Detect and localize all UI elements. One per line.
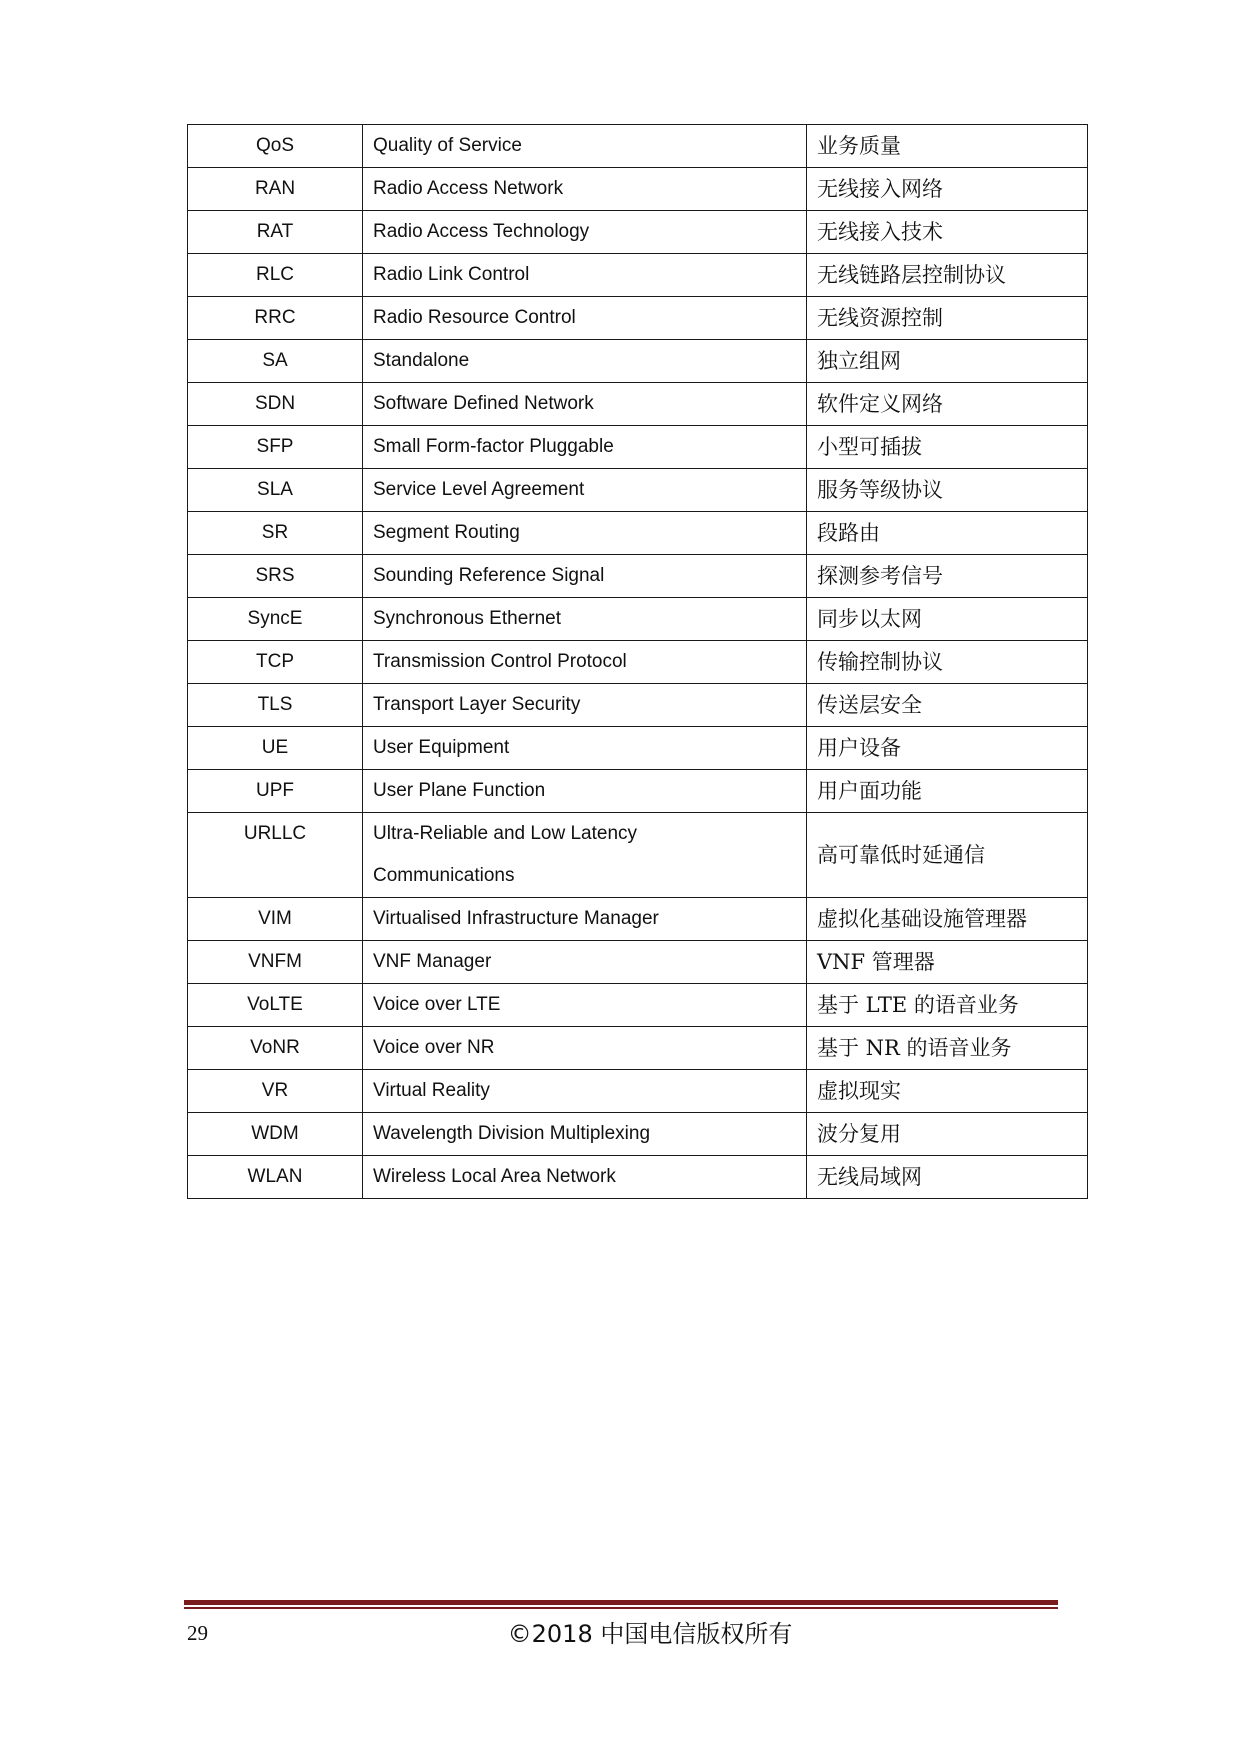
table-row (188, 1070, 1088, 1113)
abbreviation-cell: VR (188, 1070, 363, 1113)
abbreviation-cell: QoS (188, 125, 363, 168)
english-term-cell: Wireless Local Area Network (363, 1156, 807, 1199)
english-term-cell: Transport Layer Security (363, 684, 807, 727)
table-row (188, 125, 1088, 168)
english-term-cell: Radio Access Network (363, 168, 807, 211)
glossary-table (187, 124, 1088, 1199)
table-row (188, 383, 1088, 426)
chinese-term-cell: 同步以太网 (807, 598, 1088, 641)
abbreviation-cell: SRS (188, 555, 363, 598)
table-row (188, 1027, 1088, 1070)
english-term-cell: Voice over NR (363, 1027, 807, 1070)
english-term-cell: Wavelength Division Multiplexing (363, 1113, 807, 1156)
abbreviation-cell: RLC (188, 254, 363, 297)
english-term-cell: Synchronous Ethernet (363, 598, 807, 641)
chinese-term-cell: 传输控制协议 (807, 641, 1088, 684)
copyright-notice: ©2018 中国电信版权所有 (507, 1620, 793, 1648)
chinese-term-cell: 软件定义网络 (807, 383, 1088, 426)
abbreviation-cell: TCP (188, 641, 363, 684)
table-row (188, 898, 1088, 941)
chinese-term-cell: 无线局域网 (807, 1156, 1088, 1199)
abbreviation-cell: SLA (188, 469, 363, 512)
chinese-term-cell: 无线接入技术 (807, 211, 1088, 254)
table-row (188, 1156, 1088, 1199)
table-row (188, 297, 1088, 340)
english-term-cell: Radio Link Control (363, 254, 807, 297)
abbreviation-cell: RRC (188, 297, 363, 340)
english-term-cell: Software Defined Network (363, 383, 807, 426)
english-term-line: Ultra-Reliable and Low Latency (373, 823, 638, 844)
chinese-term-cell: 业务质量 (807, 125, 1088, 168)
footer-divider (184, 1600, 1058, 1609)
footer-divider-thick (184, 1600, 1058, 1605)
chinese-term-cell: 独立组网 (807, 340, 1088, 383)
table-row (188, 598, 1088, 641)
chinese-term-cell: 小型可插拔 (807, 426, 1088, 469)
chinese-term-cell: 服务等级协议 (807, 469, 1088, 512)
table-row (188, 984, 1088, 1027)
table-row (188, 426, 1088, 469)
abbreviation-cell: URLLC (188, 813, 363, 898)
table-row (188, 555, 1088, 598)
chinese-term-cell: 探测参考信号 (807, 555, 1088, 598)
table-row (188, 512, 1088, 555)
english-term-cell: Transmission Control Protocol (363, 641, 807, 684)
abbreviation-cell: RAT (188, 211, 363, 254)
abbreviation-cell: SR (188, 512, 363, 555)
footer-divider-thin (184, 1607, 1058, 1609)
english-term-cell: Virtualised Infrastructure Manager (363, 898, 807, 941)
chinese-term-cell: 波分复用 (807, 1113, 1088, 1156)
english-term-cell (363, 813, 807, 898)
table-row (188, 641, 1088, 684)
abbreviation-cell: VoLTE (188, 984, 363, 1027)
abbreviation-cell: VoNR (188, 1027, 363, 1070)
chinese-term-cell: 虚拟化基础设施管理器 (807, 898, 1088, 941)
chinese-term-cell: 虚拟现实 (807, 1070, 1088, 1113)
english-term-cell: Radio Resource Control (363, 297, 807, 340)
abbreviation-cell: WLAN (188, 1156, 363, 1199)
table-row (188, 340, 1088, 383)
abbreviation-cell: VNFM (188, 941, 363, 984)
table-row (188, 727, 1088, 770)
abbreviation-cell: UPF (188, 770, 363, 813)
abbreviation-cell: VIM (188, 898, 363, 941)
table-row (188, 469, 1088, 512)
english-term-cell: Segment Routing (363, 512, 807, 555)
english-term-cell: Service Level Agreement (363, 469, 807, 512)
table-row (188, 813, 1088, 898)
chinese-term-cell: 传送层安全 (807, 684, 1088, 727)
english-term-cell: Radio Access Technology (363, 211, 807, 254)
page-number: 29 (187, 1621, 208, 1645)
abbreviation-cell: RAN (188, 168, 363, 211)
english-term-cell: Standalone (363, 340, 807, 383)
abbreviation-cell: SA (188, 340, 363, 383)
chinese-term-cell: 基于 NR 的语音业务 (807, 1027, 1088, 1070)
abbreviation-cell: WDM (188, 1113, 363, 1156)
chinese-term-cell: 无线接入网络 (807, 168, 1088, 211)
abbreviation-cell: UE (188, 727, 363, 770)
chinese-term-cell: 无线资源控制 (807, 297, 1088, 340)
table-row (188, 770, 1088, 813)
english-term-cell: VNF Manager (363, 941, 807, 984)
table-row (188, 941, 1088, 984)
table-row (188, 684, 1088, 727)
table-row (188, 211, 1088, 254)
chinese-term-cell: 段路由 (807, 512, 1088, 555)
chinese-term-cell: 无线链路层控制协议 (807, 254, 1088, 297)
chinese-term-cell: 基于 LTE 的语音业务 (807, 984, 1088, 1027)
english-term-cell: User Plane Function (363, 770, 807, 813)
english-term-cell: Small Form-factor Pluggable (363, 426, 807, 469)
english-term-cell: Quality of Service (363, 125, 807, 168)
table-row (188, 254, 1088, 297)
table-row (188, 1113, 1088, 1156)
chinese-term-cell: 用户设备 (807, 727, 1088, 770)
abbreviation-cell: TLS (188, 684, 363, 727)
english-term-cell: User Equipment (363, 727, 807, 770)
table-row (188, 168, 1088, 211)
abbreviation-cell: SyncE (188, 598, 363, 641)
english-term-cell: Sounding Reference Signal (363, 555, 807, 598)
chinese-term-cell: 高可靠低时延通信 (807, 813, 1088, 898)
english-term-cell: Virtual Reality (363, 1070, 807, 1113)
abbreviation-cell: SDN (188, 383, 363, 426)
english-term-line: Communications (373, 865, 515, 886)
chinese-term-cell: 用户面功能 (807, 770, 1088, 813)
english-term-cell: Voice over LTE (363, 984, 807, 1027)
chinese-term-cell: VNF 管理器 (807, 941, 1088, 984)
abbreviation-cell: SFP (188, 426, 363, 469)
